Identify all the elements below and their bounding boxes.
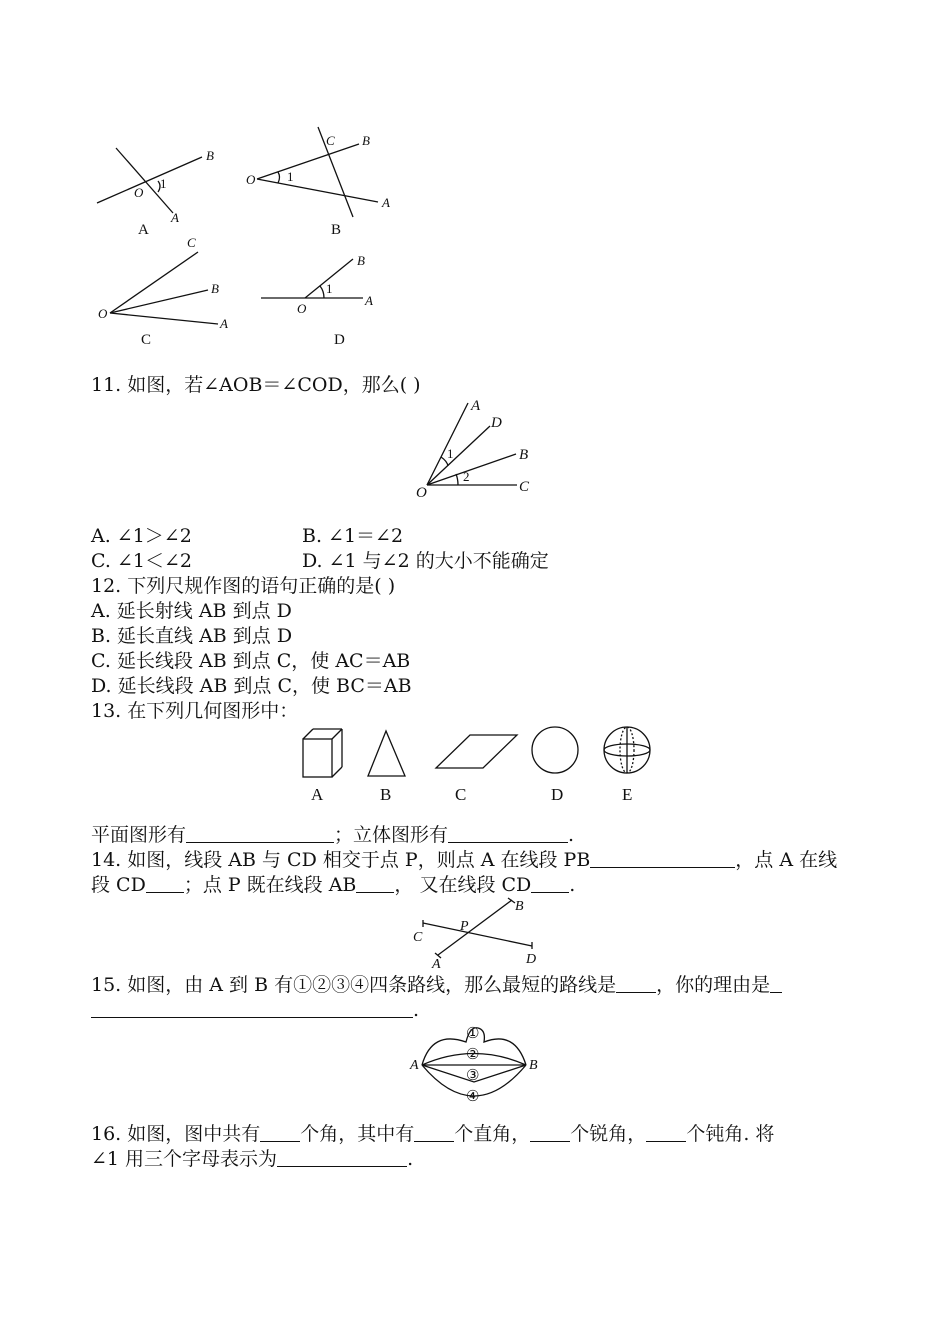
q16-text-6: ∠1 用三个字母表示为 [91, 1148, 278, 1170]
route-3-label: ③ [466, 1066, 480, 1084]
label-angle-1: 1 [160, 176, 167, 191]
caption-c: C [455, 785, 467, 804]
q14-text-6: . [569, 874, 576, 896]
label-p: P [460, 919, 469, 934]
label-a: A [471, 398, 481, 414]
label-o: O [98, 306, 108, 321]
label-c: C [326, 133, 335, 148]
caption-d: D [551, 785, 564, 804]
q15-text-1: 15. 如图，由 A 到 B 有①②③④四条路线，那么最短的路线是 [91, 974, 617, 996]
q14-text-4: ；点 P 既在线段 AB [183, 874, 357, 896]
route-4-label: ④ [466, 1087, 480, 1105]
solid-label: ；立体图形有 [334, 824, 449, 846]
q16-text-5: 个钝角. 将 [686, 1123, 775, 1145]
caption-e: E [622, 785, 633, 804]
label-d: D [526, 952, 537, 967]
caption-a: A [138, 222, 149, 238]
q15-text-2: ，你的理由是 [656, 974, 771, 996]
q16-text-3: 个直角， [454, 1123, 531, 1145]
q14-text-5: ， 又在线段 CD [394, 874, 532, 896]
q11-option-a[interactable]: A. ∠1＞∠2 [91, 525, 192, 547]
label-b: B [357, 253, 365, 268]
q16-line-1 [91, 1122, 774, 1146]
q16-text-1: 16. 如图，图中共有 [91, 1123, 261, 1145]
end-mark: . [568, 824, 575, 846]
route-1-label: ① [466, 1024, 480, 1042]
label-c: C [413, 930, 423, 945]
q12-option-c[interactable]: C. 延长线段 AB 到点 C，使 AC＝AB [91, 650, 411, 672]
plane-label: 平面图形有 [91, 824, 187, 846]
label-a: A [171, 210, 179, 225]
label-c: C [519, 479, 530, 495]
label-o: O [297, 301, 307, 316]
q16-blank-4[interactable] [646, 1123, 686, 1142]
q12-option-b[interactable]: B. 延长直线 AB 到点 D [91, 625, 293, 647]
label-b: B [529, 1058, 538, 1073]
q14-text-3: 段 CD [91, 874, 146, 896]
label-d: D [491, 415, 502, 431]
label-2: 2 [463, 469, 470, 484]
label-b: B [211, 281, 219, 296]
q12-stem: 12. 下列尺规作图的语句正确的是( ) [91, 575, 396, 597]
caption-a: A [311, 785, 324, 804]
q14-text-1: 14. 如图，线段 AB 与 CD 相交于点 P，则点 A 在线段 PB [91, 849, 591, 871]
label-a: A [365, 293, 373, 308]
route-2-label: ② [466, 1045, 480, 1063]
caption-c: C [141, 332, 152, 348]
caption-d: D [334, 332, 345, 348]
label-b: B [519, 447, 529, 463]
label-angle-1: 1 [287, 169, 294, 184]
label-o: O [246, 172, 256, 187]
q16-end: . [407, 1148, 414, 1170]
label-b: B [206, 148, 214, 163]
label-o: O [416, 485, 427, 501]
label-a: A [410, 1058, 419, 1073]
label-o: O [134, 185, 144, 200]
q16-text-2: 个角，其中有 [300, 1123, 415, 1145]
q16-blank-2[interactable] [414, 1123, 454, 1142]
q12-option-a[interactable]: A. 延长射线 AB 到点 D [91, 600, 292, 622]
label-b: B [515, 899, 524, 914]
q16-blank-5[interactable] [277, 1148, 407, 1167]
caption-b: B [380, 785, 392, 804]
label-a: A [220, 316, 228, 331]
label-a: A [382, 195, 390, 210]
q11-option-c[interactable]: C. ∠1＜∠2 [91, 550, 192, 572]
q16-blank-1[interactable] [260, 1123, 300, 1142]
label-c: C [187, 235, 196, 250]
q11-option-b[interactable]: B. ∠1＝∠2 [302, 525, 404, 547]
q16-text-4: 个锐角， [570, 1123, 647, 1145]
label-angle-1: 1 [326, 281, 333, 296]
q14-text-2: ，点 A 在线 [735, 849, 838, 871]
label-b: B [362, 133, 370, 148]
label-1: 1 [447, 446, 454, 461]
q16-line-2 [91, 1147, 413, 1171]
q12-option-d[interactable]: D. 延长线段 AB 到点 C，使 BC＝AB [91, 675, 412, 697]
q16-blank-3[interactable] [530, 1123, 570, 1142]
q13-stem: 13. 在下列几何图形中： [91, 700, 299, 722]
q15-end: . [413, 999, 420, 1021]
q11-option-d[interactable]: D. ∠1 与∠2 的大小不能确定 [302, 550, 549, 572]
label-a: A [432, 957, 441, 972]
caption-b: B [331, 222, 342, 238]
q11-stem: 11. 如图，若∠AOB＝∠COD，那么( ) [91, 374, 421, 396]
